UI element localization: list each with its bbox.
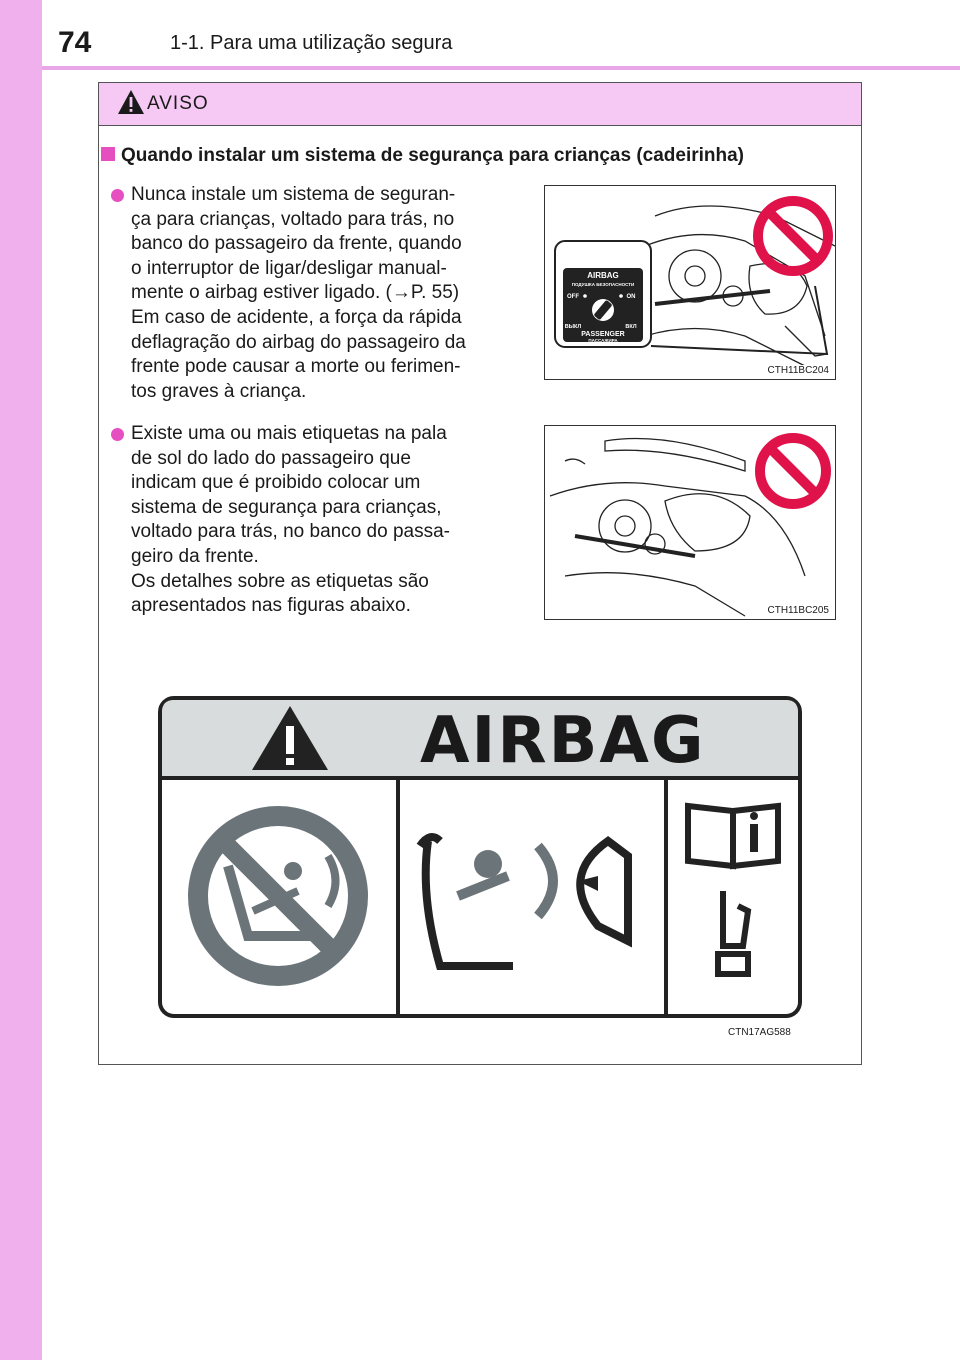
header-rule: [42, 66, 960, 70]
figure-code: CTN17AG588: [728, 1027, 791, 1038]
warning-header: [99, 83, 861, 126]
svg-text:ON: ON: [626, 294, 636, 300]
svg-text:ПОДУШКА БЕЗОПАСНОСТИ: ПОДУШКА БЕЗОПАСНОСТИ: [571, 282, 635, 287]
figure-airbag-switch: [544, 185, 836, 380]
page-number: 74: [58, 26, 92, 59]
svg-text:ВЫКЛ: ВЫКЛ: [564, 324, 582, 330]
section-title: 1-1. Para uma utilização segura: [170, 32, 453, 54]
figure-sun-visor: [544, 425, 836, 620]
bullet-item-2: [111, 422, 525, 619]
dashboard-illustration: [545, 186, 836, 380]
svg-text:AIRBAG: AIRBAG: [587, 271, 619, 280]
warning-triangle-icon: [117, 89, 145, 115]
airbag-warning-label: [158, 696, 802, 1018]
label-airbag-word: AIRBAG: [420, 704, 706, 778]
svg-text:PASSENGER: PASSENGER: [581, 331, 625, 338]
figure-code: CTH11BC204: [767, 365, 829, 376]
round-bullet-icon: [111, 189, 124, 202]
sun-visor-illustration: [545, 426, 836, 620]
svg-text:ПАССАЖИРА: ПАССАЖИРА: [588, 338, 618, 343]
svg-text:ВКЛ: ВКЛ: [625, 324, 637, 330]
no-child-seat-icon: [188, 806, 368, 986]
prohibition-sign-icon: [758, 201, 828, 271]
round-bullet-icon: [111, 428, 124, 441]
prohibition-sign-icon: [760, 438, 826, 504]
bullet-item-1: [111, 183, 525, 404]
left-color-strip: [0, 0, 42, 1360]
figure-code: CTH11BC205: [767, 605, 829, 616]
bullet-text: Nunca instale um sistema de seguran- ça para crianças, voltado para trás, no banco do passageiro da frente, quando o interruptor de ligar/desligar manual- mente o airbag estiver ligado. (→P. 55) Em caso de acidente, a força da rápida deflagração do airbag do passageiro da frente pode causar a morte ou ferimen- tos graves à criança.: [131, 184, 466, 402]
bullet-text: Existe uma ou mais etiquetas na pala de sol do lado do passageiro que indicam que é proibido colocar um sistema de segurança para crianças, voltado para trás, no banco do passa- geiro da frente. Os detalhes sobre as etiquetas são apresentados nas figuras abaixo.: [131, 423, 450, 617]
warning-subheading: Quando instalar um sistema de segurança para crianças (cadeirinha): [101, 145, 744, 167]
square-bullet-icon: [101, 147, 115, 161]
warning-label: AVISO: [147, 93, 209, 114]
svg-text:OFF: OFF: [567, 294, 579, 300]
